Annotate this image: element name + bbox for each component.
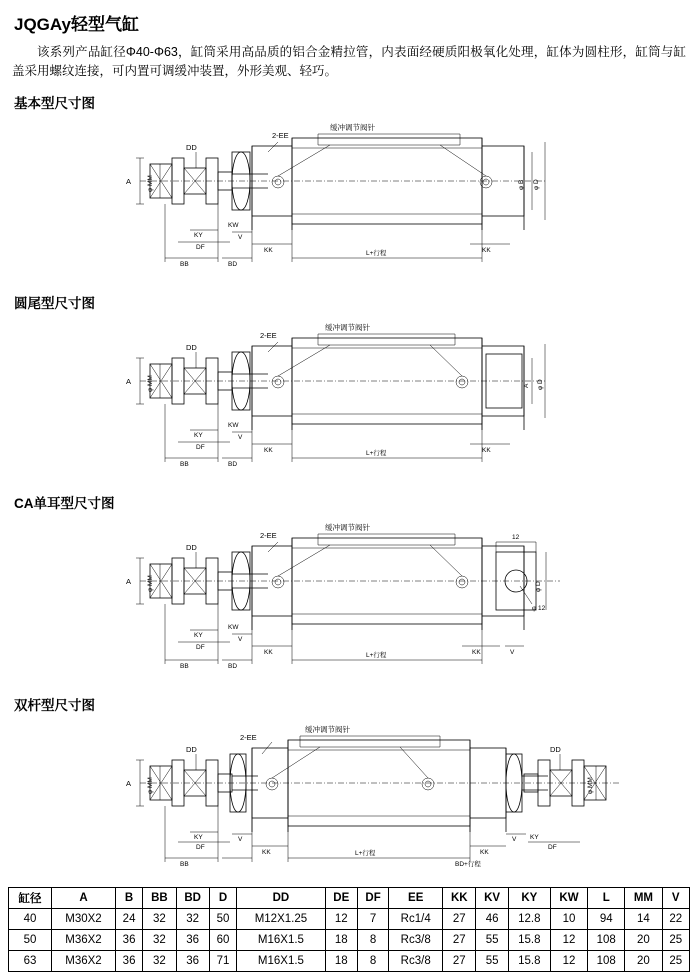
cell-0-9: Rc1/4 [389,908,443,929]
label-doublerod-ky-left: KY [194,833,203,841]
label-roundtail-bd: BD [228,460,238,468]
label-roundtail-cushion: 缓冲调节阀针 [325,322,370,332]
label-doublerod-v-right: V [512,835,517,843]
cell-0-11: 46 [476,908,508,929]
label-basic-bb: BB [180,260,189,268]
label-ca-df: DF [196,643,205,651]
label-ca-stroke: L+行程 [366,651,387,659]
cell-1-8: 8 [357,929,388,950]
label-ca-kk-left: KK [264,648,273,656]
label-doublerod-dd-right: DD [550,744,561,754]
label-basic-bd: BD [228,260,238,268]
label-basic-mm: φ MM [147,174,154,192]
cell-0-2: 24 [115,908,142,929]
th-14: L [588,887,625,908]
cell-0-4: 32 [176,908,209,929]
label-ca-bb: BB [180,662,189,670]
th-6: DD [237,887,325,908]
label-basic-stroke: L+行程 [366,249,387,257]
label-doublerod-mm-right: φ MM [587,776,594,794]
th-5: D [209,887,236,908]
section-heading-round-tail: 圆尾型尺寸图 [14,295,95,311]
cell-2-4: 36 [176,950,209,971]
cell-0-10: 27 [443,908,476,929]
th-11: KV [476,887,508,908]
cell-1-15: 20 [625,929,662,950]
label-basic-dd: DD [186,142,197,152]
cell-0-14: 94 [588,908,625,929]
label-ca-v-right: V [510,648,515,656]
label-ca-dim12: 12 [512,533,520,541]
label-basic-ky: KY [194,231,203,239]
page [0,10,698,967]
cell-2-11: 55 [476,950,508,971]
label-roundtail-ky: KY [194,431,203,439]
figure-basic [0,112,698,282]
cell-2-1: M36X2 [52,950,116,971]
figure-round-tail [0,312,698,482]
section-heading-ca: CA单耳型尺寸图 [14,495,115,511]
cell-2-14: 108 [588,950,625,971]
cell-2-13: 12 [550,950,587,971]
label-doublerod-a-left: A [126,778,132,788]
label-basic-v: V [238,233,243,241]
label-roundtail-dd: DD [186,342,197,352]
label-roundtail-v: V [238,433,243,441]
th-10: KK [443,887,476,908]
label-roundtail-ee: 2-EE [260,330,277,340]
label-ca-d: φ D [535,581,542,592]
label-doublerod-v-left: V [238,835,243,843]
th-7: DE [325,887,357,908]
cell-2-15: 20 [625,950,662,971]
th-8: DF [357,887,388,908]
th-2: B [115,887,142,908]
label-ca-kw: KW [228,623,239,631]
label-ca-d12: φ 12 [532,604,546,612]
label-ca-a: A [126,576,132,586]
label-basic-cushion: 缓冲调节阀针 [330,122,375,132]
label-ca-cushion: 缓冲调节阀针 [325,522,370,532]
th-13: KW [550,887,587,908]
label-roundtail-kk-left: KK [264,446,273,454]
label-roundtail-a-left: A [126,376,132,386]
label-doublerod-bd: BD+行程 [455,860,481,868]
th-16: V [662,887,689,908]
cell-0-15: 14 [625,908,662,929]
cell-0-13: 10 [550,908,587,929]
label-ca-ee: 2-EE [260,530,277,540]
cell-1-14: 108 [588,929,625,950]
label-roundtail-stroke: L+行程 [366,449,387,457]
label-doublerod-stroke: L+行程 [355,849,376,857]
table-row [9,929,690,950]
cell-1-11: 55 [476,929,508,950]
cell-2-10: 27 [443,950,476,971]
intro-paragraph: 该系列产品缸径Φ40-Φ63，缸筒采用高品质的铝合金精拉管，内表面经硬质阳极氧化处理，缸体为圆柱形，缸筒与缸盖采用螺纹连接，可内置可调缓冲装置，外形美观、轻巧。 [12,45,686,79]
label-basic-d: φ D [533,179,540,190]
label-doublerod-kk-left: KK [262,848,271,856]
table-row [9,908,690,929]
figure-ca-single-ear [0,512,698,684]
th-9: EE [389,887,443,908]
cell-1-7: 18 [325,929,357,950]
label-ca-dd: DD [186,542,197,552]
cell-0-16: 22 [662,908,689,929]
label-doublerod-ky-right: KY [530,833,539,841]
cell-2-9: Rc3/8 [389,950,443,971]
label-doublerod-bb: BB [180,860,189,868]
label-basic-ee: 2-EE [272,130,289,140]
label-ca-bd: BD [228,662,238,670]
label-ca-v-left: V [238,635,243,643]
label-roundtail-mm: φ MM [147,374,154,392]
label-roundtail-kk-right: KK [482,446,491,454]
section-heading-basic: 基本型尺寸图 [14,95,95,111]
section-heading-double-rod: 双杆型尺寸图 [14,697,95,713]
table-header-row [9,887,690,908]
cell-0-7: 12 [325,908,357,929]
cell-2-16: 25 [662,950,689,971]
label-ca-mm: φ MM [147,574,154,592]
label-ca-kk-right: KK [472,648,481,656]
label-roundtail-a-right: A [523,383,530,388]
label-doublerod-cushion: 缓冲调节阀针 [305,724,350,734]
figure-double-rod [0,714,698,879]
label-roundtail-kw: KW [228,421,239,429]
cell-2-8: 8 [357,950,388,971]
cell-0-1: M30X2 [52,908,116,929]
label-doublerod-ee: 2-EE [240,732,257,742]
label-basic-a: A [126,176,132,186]
th-1: A [52,887,116,908]
cell-1-5: 60 [209,929,236,950]
label-doublerod-kk-right: KK [480,848,489,856]
th-15: MM [625,887,662,908]
label-basic-df: DF [196,243,205,251]
cell-1-12: 15.8 [508,929,550,950]
label-basic-b: φ B [518,179,525,190]
cell-2-12: 15.8 [508,950,550,971]
cell-1-6: M16X1.5 [237,929,325,950]
cell-1-13: 12 [550,929,587,950]
spec-table-wrap [8,887,690,972]
cell-1-4: 36 [176,929,209,950]
label-doublerod-df-left: DF [196,843,205,851]
cell-1-3: 32 [143,929,176,950]
cell-2-6: M16X1.5 [237,950,325,971]
cell-1-0: 50 [9,929,52,950]
label-roundtail-bb: BB [180,460,189,468]
cell-0-5: 50 [209,908,236,929]
cell-0-3: 32 [143,908,176,929]
page-title: JQGAy轻型气缸 [14,15,140,34]
th-4: BD [176,887,209,908]
table-row [9,950,690,971]
cell-1-1: M36X2 [52,929,116,950]
th-3: BB [143,887,176,908]
cell-2-0: 63 [9,950,52,971]
label-doublerod-df-right: DF [548,843,557,851]
label-basic-kk-left: KK [264,246,273,254]
cell-2-7: 18 [325,950,357,971]
label-ca-ky: KY [194,631,203,639]
cell-2-3: 32 [143,950,176,971]
cell-1-16: 25 [662,929,689,950]
cell-1-10: 27 [443,929,476,950]
label-roundtail-df: DF [196,443,205,451]
label-doublerod-mm-left: φ MM [147,776,154,794]
label-basic-kk-right: KK [482,246,491,254]
label-basic-kw: KW [228,221,239,229]
cell-0-12: 12.8 [508,908,550,929]
th-12: KY [508,887,550,908]
label-doublerod-dd-left: DD [186,744,197,754]
spec-table [8,887,690,972]
cell-0-6: M12X1.25 [237,908,325,929]
cell-0-0: 40 [9,908,52,929]
th-0: 缸径 [9,887,52,908]
cell-0-8: 7 [357,908,388,929]
cell-2-5: 71 [209,950,236,971]
label-roundtail-d: φ D [537,379,544,390]
cell-1-9: Rc3/8 [389,929,443,950]
cell-1-2: 36 [115,929,142,950]
cell-2-2: 36 [115,950,142,971]
